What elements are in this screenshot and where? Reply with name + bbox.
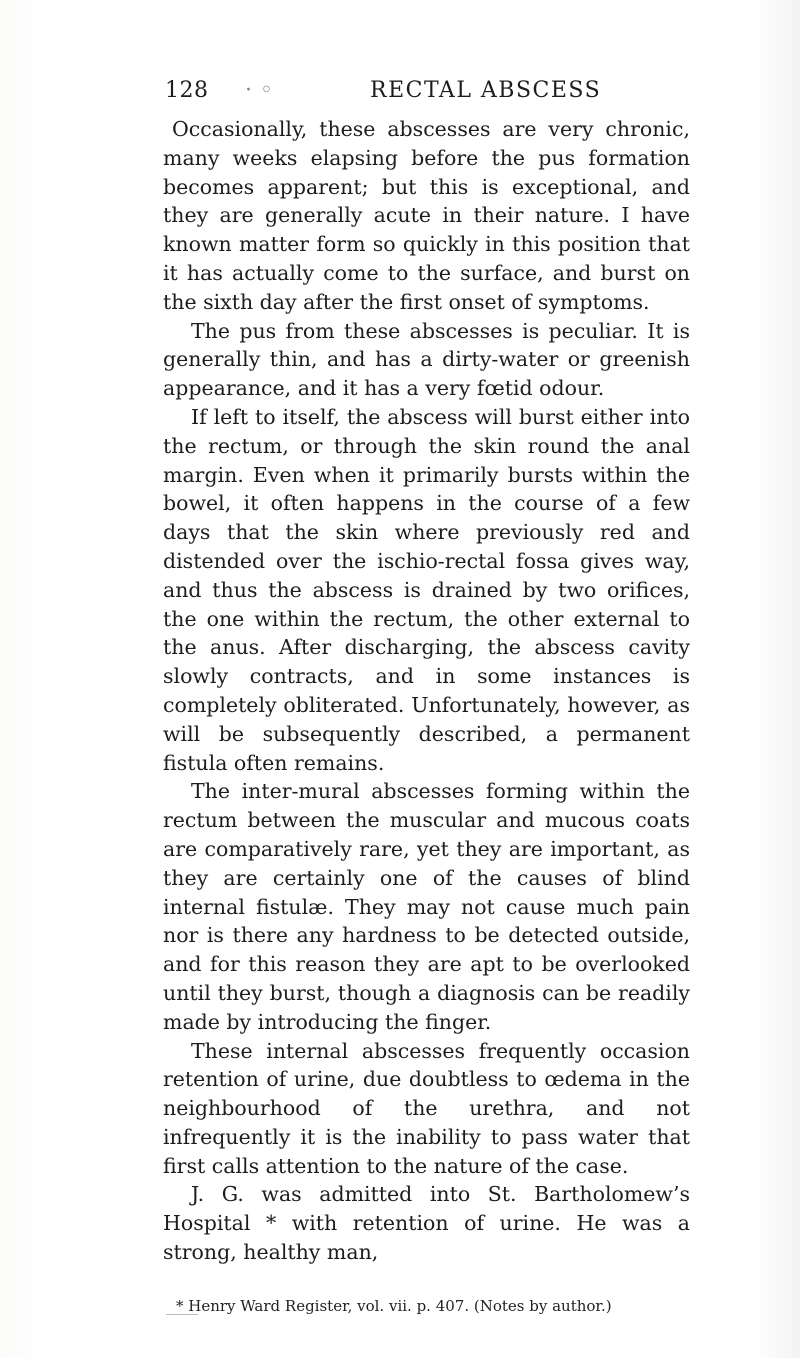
running-title: RECTAL ABSCESS bbox=[370, 78, 602, 103]
paragraph: J. G. was admitted into St. Bartholomew’s Hospital * with retention of urine. He was a strong, healthy man, bbox=[163, 1182, 690, 1265]
paragraph: The inter-mural abscesses forming within the rectum between the muscular and mucous coats are comparatively rare, yet they are important, as they are certainly one of the causes of blind internal fistulæ. They may not cause much pain nor is there any hardness to be detected outside, and for this reason they are apt to be overlooked until they burst, though a diagnosis can be readily made by introducing the finger. bbox=[163, 779, 690, 1034]
footnote: * Henry Ward Register, vol. vii. p. 407. (Notes by author.) bbox=[176, 1297, 612, 1315]
paragraph: These internal abscesses frequently occasion retention of urine, due doubtless to œdema in the neighbourhood of the urethra, and not infrequently it is the inability to pass water that first calls attention to the nature of the case. bbox=[163, 1038, 690, 1178]
paragraph: If left to itself, the abscess will burst either into the rectum, or through the skin round the anal margin. Even when it primarily bursts within the bowel, it often happens in the course of a few days that the skin where previously red and distended over the ischio-rectal fossa gives way, and thus the abscess is drained by two orifices, the one within the rectum, the other external to the anus. After discharging, the abscess cavity slowly contracts, and in some instances is completely obliterated. Unfortunately, however, as will be subsequently described, a permanent fistula often remains. bbox=[163, 404, 690, 775]
page-number: 128 bbox=[165, 78, 209, 103]
running-header bbox=[165, 78, 645, 110]
paragraph: The pus from these abscesses is peculiar. It is generally thin, and has a dirty-water or greenish appearance, and it has a very fœtid odour. bbox=[163, 318, 690, 401]
paragraph: Occasionally, these abscesses are very chronic, many weeks elapsing before the pus formation becomes apparent; but this is exceptional, and they are generally acute in their nature. I have known matter form so quickly in this position that it has actually come to the surface, and burst on the sixth day after the first onset of symptoms. bbox=[163, 117, 690, 314]
body-text bbox=[163, 115, 690, 1267]
header-mark: · ◦ bbox=[245, 78, 274, 103]
